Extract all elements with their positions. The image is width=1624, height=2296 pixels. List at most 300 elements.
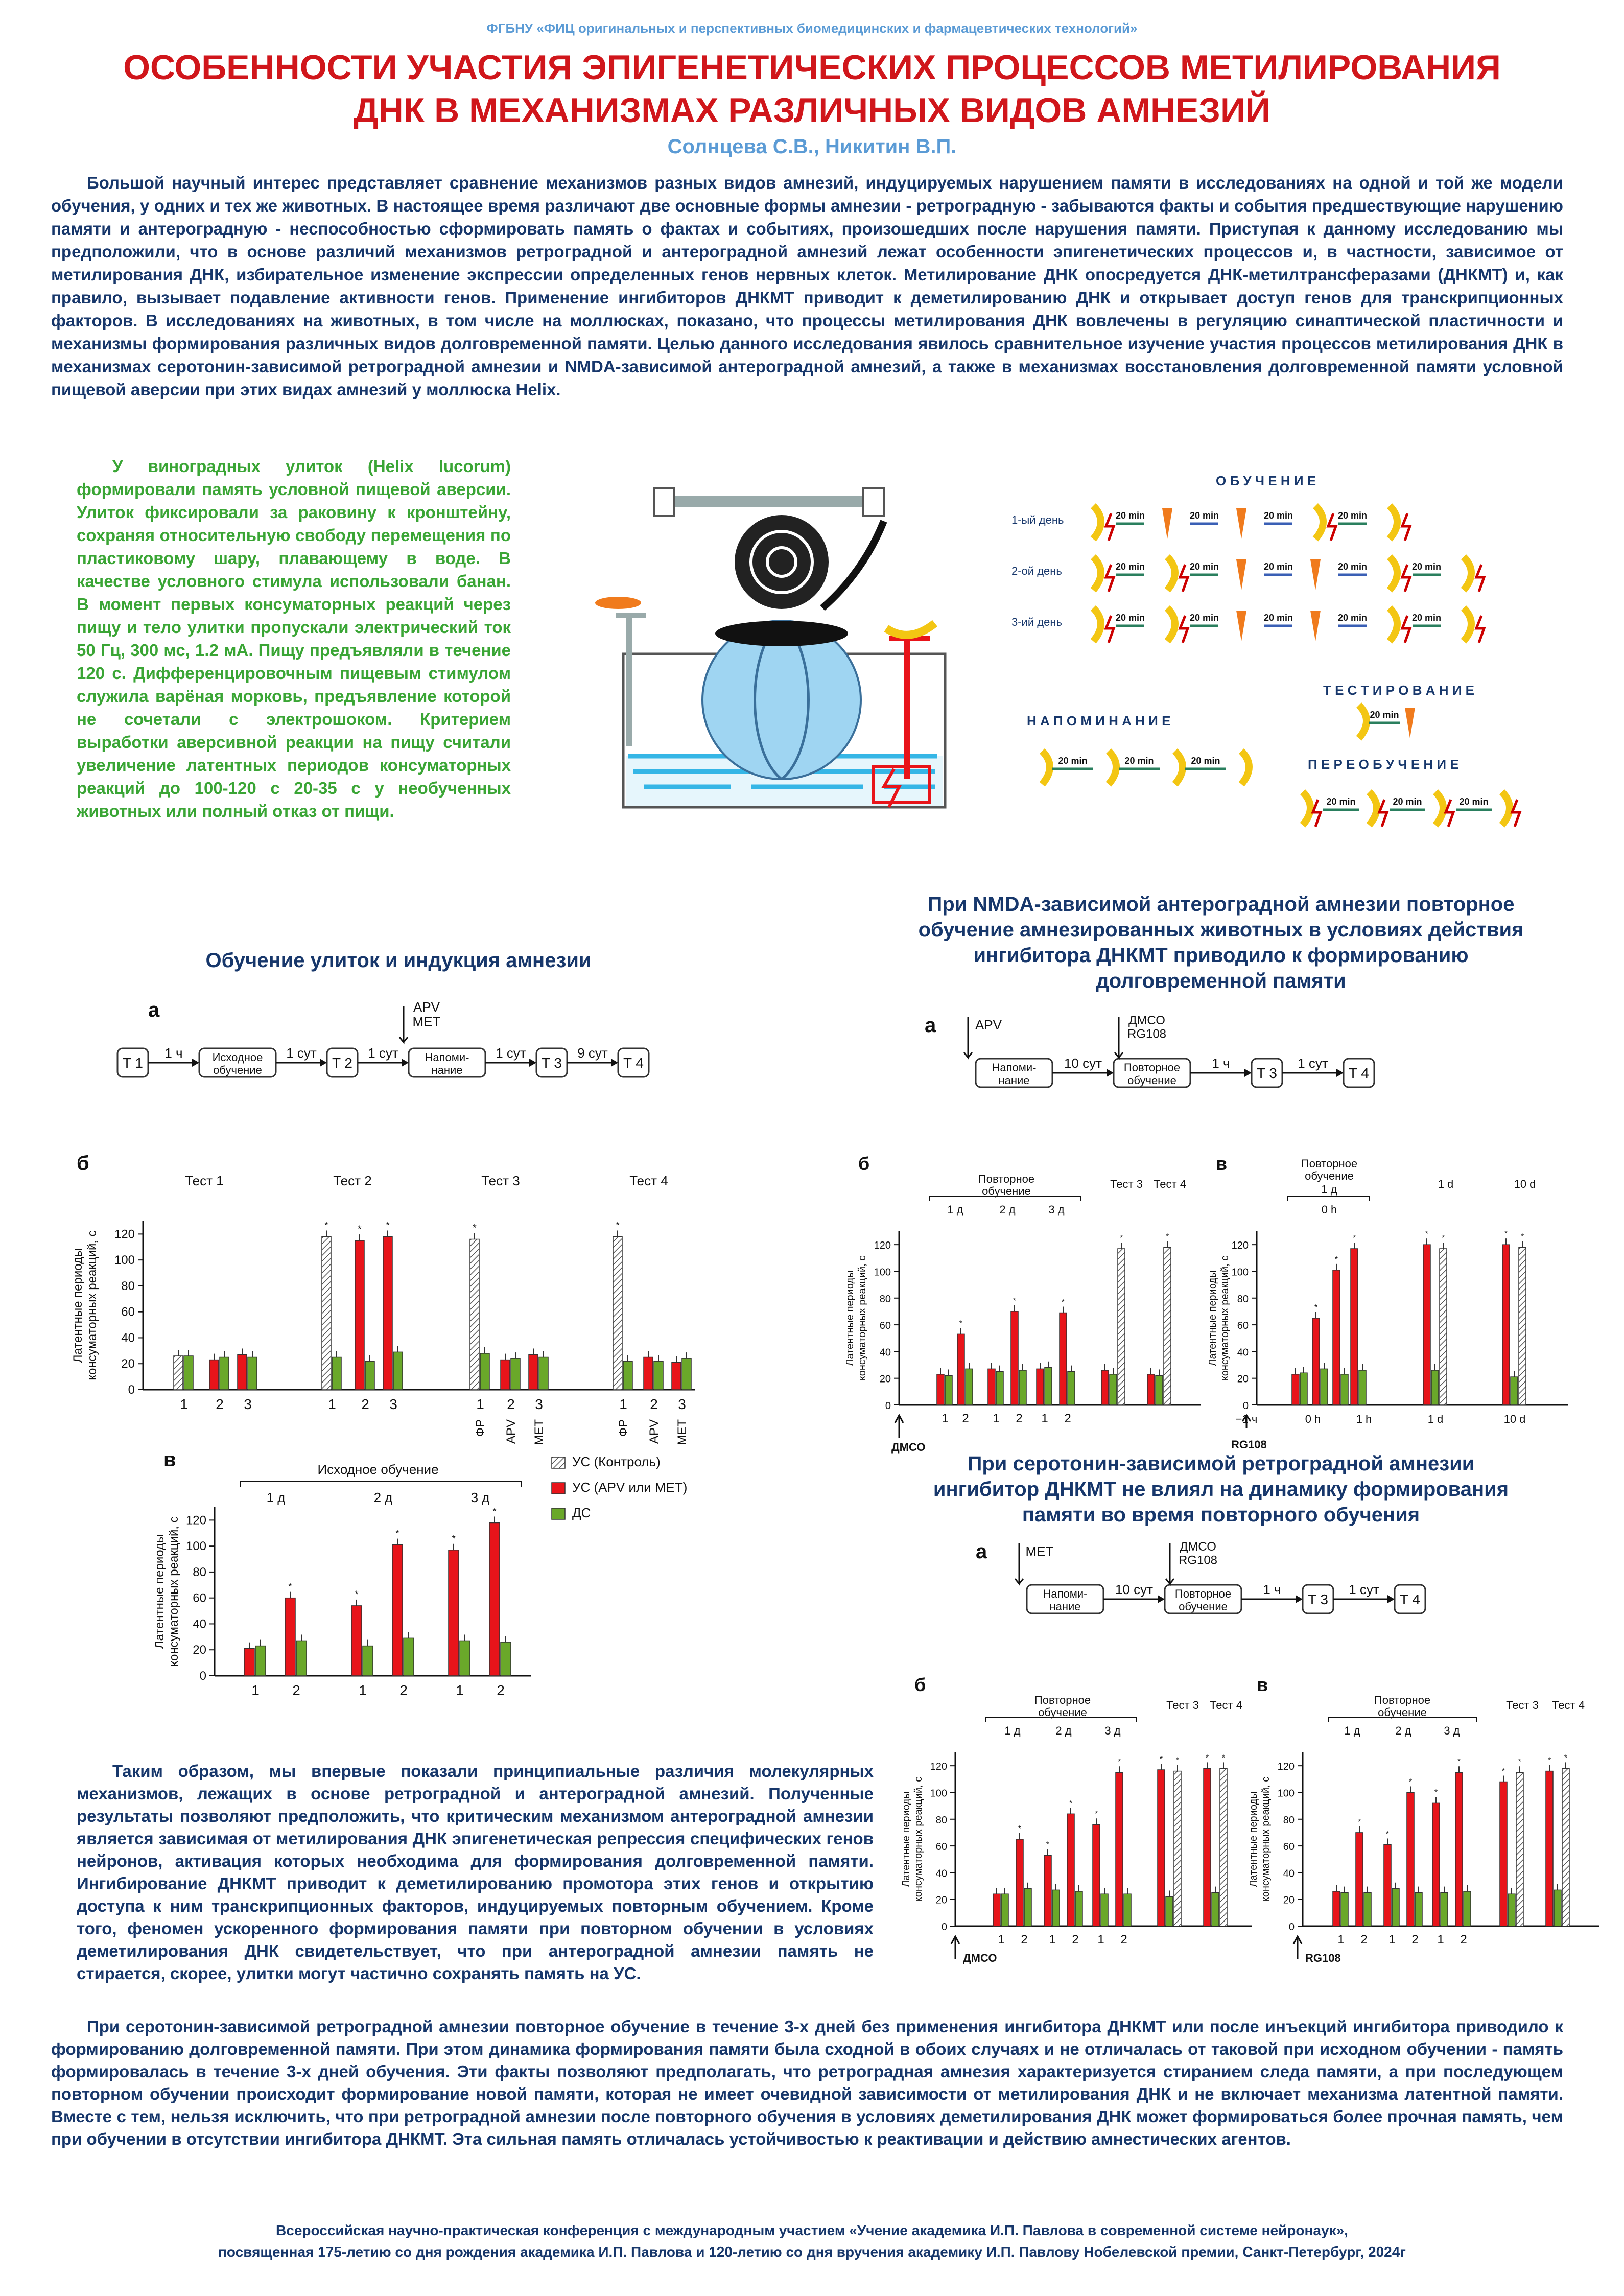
bar-ds — [1554, 1890, 1561, 1926]
x-tick-label: 2 — [497, 1682, 505, 1698]
lightning-icon — [1476, 616, 1484, 643]
banana-icon — [1315, 506, 1323, 539]
chart-right1-b — [843, 1129, 1211, 1456]
bar-us — [1101, 1370, 1109, 1405]
bar-ds — [248, 1357, 257, 1390]
scheme-step-label: нание — [431, 1064, 463, 1076]
interval-label: 20 min — [1189, 510, 1219, 521]
interval-label: 20 min — [1263, 561, 1293, 572]
chart-left-v — [153, 1446, 741, 1706]
bar-us — [1333, 1270, 1340, 1405]
y-tick-label: 120 — [185, 1513, 206, 1528]
day3-label: 3-ий день — [1011, 616, 1062, 628]
banana-icon — [1369, 792, 1377, 825]
carrot-icon — [1162, 508, 1172, 539]
bar-control — [322, 1236, 331, 1390]
interval-label: 20 min — [1326, 796, 1356, 807]
repeat-training-label: Повторное — [978, 1173, 1035, 1185]
interval-label: 20 min — [1337, 510, 1368, 521]
scheme-step-label: Напоми- — [992, 1061, 1037, 1074]
y-axis-label: консуматорных реакций, с — [167, 1516, 181, 1667]
left-scheme — [102, 991, 715, 1093]
bar-us — [1044, 1855, 1051, 1926]
y-tick-label: 20 — [879, 1373, 891, 1385]
bar-ds — [501, 1642, 511, 1676]
significance-star: * — [1069, 1799, 1073, 1808]
x-tick-label: 3 — [678, 1396, 686, 1412]
y-tick-label: 60 — [935, 1841, 947, 1853]
bar-control — [1519, 1247, 1526, 1405]
bar-us — [1333, 1891, 1340, 1926]
y-tick-label: 100 — [1277, 1788, 1295, 1799]
significance-star: * — [1334, 1255, 1338, 1264]
significance-star: * — [616, 1220, 620, 1231]
y-axis-label: консуматорных реакций, с — [857, 1255, 868, 1381]
y-tick-label: 80 — [1237, 1293, 1249, 1305]
bar-us — [501, 1360, 510, 1390]
significance-star: * — [492, 1506, 497, 1517]
y-axis-label: Латентные периоды — [71, 1248, 85, 1363]
banana-icon — [1093, 608, 1101, 641]
scheme-interval: 10 сут — [1064, 1056, 1102, 1071]
y-axis-label: Латентные периоды — [901, 1791, 912, 1887]
group-title: 2 д — [373, 1490, 393, 1505]
significance-star: * — [1501, 1767, 1505, 1776]
y-tick-label: 40 — [193, 1617, 206, 1631]
y-tick-label: 120 — [114, 1227, 135, 1241]
scheme-arrowhead — [1387, 1595, 1395, 1603]
bar-ds — [1431, 1370, 1439, 1405]
scheme-step-label: T 1 — [123, 1055, 143, 1071]
scheme-interval: 1 сут — [368, 1045, 398, 1061]
interval-label: 20 min — [1115, 561, 1145, 572]
lightning-icon — [1106, 565, 1114, 592]
chart-left-b — [66, 1129, 731, 1445]
y-tick-label: 60 — [879, 1320, 891, 1332]
training-protocol-diagram — [1001, 460, 1563, 848]
x-tick-label: 2 — [650, 1396, 658, 1412]
carrot-icon — [1236, 611, 1246, 641]
bar-us — [1016, 1839, 1023, 1926]
y-tick-label: 60 — [193, 1591, 206, 1605]
scheme-arrowhead — [1107, 1069, 1114, 1077]
bar-ds — [1511, 1377, 1518, 1405]
carrot-icon — [1310, 611, 1321, 641]
y-tick-label: 100 — [114, 1253, 135, 1268]
group-title: 2 д — [999, 1203, 1016, 1216]
scheme-arrowhead — [1244, 1069, 1252, 1077]
significance-star: * — [1564, 1753, 1568, 1763]
x-tick-label: 1 — [1337, 1933, 1345, 1947]
panel-label: в — [1216, 1153, 1228, 1174]
bar-ds — [220, 1357, 229, 1390]
scheme-interval: 1 сут — [1298, 1056, 1328, 1071]
y-tick-label: 120 — [874, 1240, 891, 1252]
bar-ds — [1415, 1893, 1422, 1926]
bar-us — [1060, 1313, 1067, 1405]
scheme-step-label: T 2 — [332, 1055, 352, 1071]
scheme-step-label: T 4 — [623, 1055, 644, 1071]
significance-star: * — [1504, 1230, 1508, 1239]
x-sub-label: ФР — [617, 1419, 630, 1437]
repeat-training-label: Повторное — [1034, 1694, 1091, 1706]
x-tick-label: 3 — [389, 1396, 397, 1412]
footer — [0, 2220, 1624, 2263]
bar-ds — [1341, 1893, 1348, 1926]
scheme-panel-a: а — [976, 1540, 987, 1563]
bar-us — [489, 1522, 500, 1676]
bar-ds — [682, 1358, 691, 1390]
y-tick-label: 20 — [935, 1894, 947, 1906]
lightning-icon — [1328, 513, 1336, 541]
lightning-icon — [1180, 616, 1188, 643]
bar-ds — [1359, 1370, 1366, 1405]
group-title: 3 д — [1444, 1724, 1460, 1737]
bar-us — [1432, 1803, 1440, 1926]
y-tick-label: 60 — [1283, 1841, 1295, 1853]
significance-star: * — [959, 1319, 963, 1328]
right1-scheme — [909, 1006, 1563, 1098]
right2-scheme — [960, 1533, 1563, 1625]
y-axis-label: консуматорных реакций, с — [913, 1776, 924, 1902]
group-title: 3 д — [1048, 1203, 1065, 1216]
dmso-label: ДМСО — [891, 1441, 926, 1454]
significance-star: * — [1314, 1303, 1318, 1312]
bar-ds — [1508, 1894, 1515, 1926]
y-tick-label: 20 — [1237, 1373, 1249, 1385]
bar-control — [1174, 1771, 1181, 1926]
bar-ds — [1110, 1374, 1117, 1405]
y-tick-label: 0 — [199, 1669, 206, 1683]
scheme-steps — [117, 999, 649, 1077]
lightning-icon — [1106, 513, 1114, 541]
interval-label: 20 min — [1124, 756, 1154, 766]
x-tick-label: 0 h — [1305, 1413, 1321, 1425]
significance-star: * — [395, 1528, 399, 1539]
drug-label: RG108 — [1178, 1553, 1218, 1567]
bar-us — [1037, 1369, 1044, 1405]
x-tick-label: 1 — [476, 1396, 484, 1412]
bar-us — [993, 1894, 1000, 1926]
x-tick-label: −1 ч — [1235, 1413, 1258, 1425]
interval-label: 20 min — [1393, 796, 1422, 807]
bar-us — [392, 1545, 403, 1676]
scheme-arrowhead — [320, 1059, 327, 1067]
x-tick-label: 2 — [216, 1396, 224, 1412]
x-tick-label: 1 — [998, 1933, 1005, 1947]
bar-us — [1067, 1814, 1074, 1926]
banana-icon — [1464, 608, 1471, 641]
group-title: Тест 4 — [1552, 1699, 1585, 1712]
interval-label: 20 min — [1370, 710, 1399, 720]
scheme-arrowhead — [1158, 1595, 1165, 1603]
banana-icon — [1303, 792, 1310, 825]
banana-icon — [1109, 751, 1116, 784]
injection-arrow — [895, 1415, 903, 1438]
significance-star: * — [288, 1581, 292, 1592]
significance-star: * — [355, 1589, 359, 1600]
significance-star: * — [358, 1224, 362, 1235]
bar-ds — [480, 1353, 489, 1390]
y-tick-label: 60 — [1237, 1320, 1249, 1332]
scheme-step-label: Повторное — [1174, 1587, 1232, 1600]
dmso-label: ДМСО — [963, 1952, 997, 1964]
bar-us — [1312, 1318, 1320, 1405]
group-title: 2 д — [1055, 1724, 1072, 1737]
bar-ds — [1052, 1890, 1060, 1926]
legend-label: УС (Контроль) — [572, 1454, 661, 1469]
injection-arrow — [951, 1936, 959, 1959]
scheme-interval: 1 ч — [1263, 1582, 1281, 1597]
panel-label: б — [914, 1674, 926, 1695]
y-tick-label: 20 — [121, 1357, 135, 1371]
x-tick-label: 1 — [1097, 1933, 1104, 1947]
drug-label: APV — [413, 999, 440, 1015]
banana-icon — [1167, 608, 1175, 641]
x-tick-label: 2 — [962, 1412, 969, 1425]
repeat-training-label: обучение — [1305, 1169, 1354, 1183]
drug-arrow — [1115, 1017, 1123, 1058]
group-title: Тест 4 — [1210, 1699, 1242, 1712]
scheme-arrowhead — [1296, 1595, 1303, 1603]
scheme-step-label: T 3 — [542, 1055, 562, 1071]
bar-us — [988, 1369, 995, 1405]
bar-us — [937, 1374, 944, 1405]
group-title: 2 д — [1395, 1724, 1411, 1737]
left-heading: Обучение улиток и индукция амнезии — [205, 949, 592, 972]
scheme-arrowhead — [1336, 1069, 1344, 1077]
y-tick-label: 20 — [1283, 1894, 1295, 1906]
bar-ds — [255, 1646, 266, 1676]
panel-label: в — [1257, 1674, 1268, 1695]
group-title: 10 d — [1514, 1178, 1536, 1190]
repeat-training-label: обучение — [1378, 1706, 1427, 1719]
significance-star: * — [1357, 1817, 1361, 1826]
drug-label: ДМСО — [1128, 1014, 1165, 1027]
bar-ds — [654, 1361, 663, 1390]
protocol-training-label: О Б У Ч Е Н И Е — [1216, 473, 1316, 488]
bracket — [240, 1482, 521, 1487]
chart-right2-v — [1246, 1650, 1604, 1977]
bar-ds — [966, 1369, 973, 1405]
x-tick-label: 3 — [535, 1396, 543, 1412]
y-axis-label: консуматорных реакций, с — [1260, 1776, 1272, 1902]
scheme-interval: 1 ч — [1212, 1056, 1230, 1071]
x-tick-label: 2 — [1064, 1412, 1071, 1425]
y-axis-label: консуматорных реакций, с — [85, 1230, 99, 1380]
significance-star: * — [1119, 1234, 1123, 1243]
bar-ds — [1441, 1893, 1448, 1926]
interval-label: 20 min — [1337, 613, 1368, 623]
x-sub-label: ФР — [474, 1419, 487, 1437]
group-title: 1 d — [1438, 1178, 1454, 1190]
initial-training-label: Исходное обучение — [317, 1462, 439, 1477]
scheme-step-label: обучение — [1127, 1074, 1176, 1087]
group-title: Тест 3 — [481, 1173, 520, 1188]
banana-icon — [886, 623, 935, 635]
y-tick-label: 120 — [930, 1761, 947, 1773]
repeat-training-label: Повторное — [1301, 1157, 1358, 1170]
lightning-icon — [1402, 565, 1410, 592]
bar-ds — [1341, 1374, 1348, 1405]
scheme-interval: 1 сут — [496, 1045, 526, 1061]
interval-label: 20 min — [1459, 796, 1489, 807]
x-tick-label: 2 — [1360, 1933, 1368, 1947]
repeat-training-label: Повторное — [1374, 1694, 1431, 1706]
significance-star: * — [452, 1533, 456, 1544]
scheme-steps — [1015, 1540, 1425, 1613]
interval-label: 20 min — [1337, 561, 1368, 572]
x-tick-label: 2 — [1072, 1933, 1079, 1947]
banana-icon — [1175, 751, 1183, 784]
significance-star: * — [1352, 1234, 1356, 1243]
x-tick-label: 1 — [251, 1682, 260, 1698]
bar-us — [285, 1598, 295, 1676]
bar-us — [1356, 1833, 1363, 1926]
x-sub-label: APV — [647, 1419, 661, 1444]
scheme-step-label: T 3 — [1257, 1065, 1277, 1081]
bar-ds — [996, 1372, 1003, 1405]
interval-label: 20 min — [1189, 613, 1219, 623]
injection-arrow — [1293, 1936, 1302, 1959]
y-tick-label: 100 — [185, 1539, 206, 1554]
scheme-arrowhead — [529, 1059, 536, 1067]
legend-label: УС (APV или MET) — [572, 1480, 688, 1495]
x-tick-label: 2 — [507, 1396, 515, 1412]
y-tick-label: 0 — [885, 1400, 891, 1412]
y-tick-label: 80 — [879, 1293, 891, 1305]
y-tick-label: 100 — [930, 1788, 947, 1799]
right-heading-1: При NMDA-зависимой антероградной амнезии повторное обучение амнезированных животных в условиях действия ингибитора ДНКМТ приводило к формированию долговременной памяти — [918, 893, 1524, 992]
intro-paragraph: Большой научный интерес представляет сравнение механизмов разных видов амнезий, индуцируемых нарушением памяти в исследованиях на одной и той же модели обучения, у одних и тех же животных. В настоящее время различают две основные формы амнезии - ретроградную - забываются факты и события предшествующие нарушению памяти и антероградную - неспособностью сформировать память о фактах и событиях, произошедших после нарушения памяти. Приступая к данному исследованию мы предположили, что в основе различий механизмов ретроградной и антероградной амнезий лежат особенности эпигенетических процессов и, в частности, зависимое от метилирования ДНК, избирательное изменение экспрессии определенных генов нервных клеток. Метилирование ДНК опосредуется ДНК-метилтрансферазами (ДНКМТ) и, как правило, вызывает подавление активности генов. Применение ингибиторов ДНКМТ приводит к деметилированию ДНК и открывает доступ генов для транскрипционных факторов. В исследованиях на животных, в том числе на моллюсках, показано, что процессы метилирования ДНК вовлечены в регуляцию синаптической пластичности и механизмы формирования различных видов долговременной памяти. Целью данного исследования явилось сравнительное изучение участия процессов метилирования ДНК в механизмах серотонин-зависимой ретроградной амнезии и NMDA-зависимой антероградной амнезий, а также в механизмах восстановления долговременной памяти условной пищевой аверсии при этих видах амнезий у моллюска Helix. — [51, 173, 1563, 399]
bar-us — [1116, 1772, 1123, 1926]
bar-us — [355, 1240, 364, 1390]
group-title: Тест 3 — [1166, 1699, 1199, 1712]
scheme-interval: 1 ч — [164, 1045, 183, 1061]
bar-us — [383, 1236, 392, 1390]
group-title: Тест 2 — [333, 1173, 372, 1188]
y-tick-label: 40 — [121, 1331, 135, 1345]
y-tick-label: 80 — [121, 1279, 135, 1293]
bar-control — [174, 1356, 183, 1390]
bar-ds — [1321, 1369, 1328, 1405]
scheme-panel-a: а — [148, 999, 160, 1021]
group-title: Тест 1 — [185, 1173, 224, 1188]
y-axis-label: консуматорных реакций, с — [1219, 1255, 1231, 1381]
bar-control — [1516, 1772, 1523, 1926]
y-tick-label: 80 — [193, 1565, 206, 1579]
lightning-icon — [1446, 800, 1453, 827]
bar-us — [672, 1363, 681, 1390]
bar-us — [957, 1334, 964, 1405]
drug-arrow — [1166, 1543, 1174, 1584]
significance-star: * — [1518, 1758, 1522, 1767]
interval-label: 20 min — [1191, 756, 1220, 766]
bar-ds — [1045, 1368, 1052, 1405]
significance-star: * — [1434, 1788, 1438, 1797]
retraining-label: П Е Р Е О Б У Ч Е Н И Е — [1308, 757, 1459, 772]
poster-title — [102, 46, 1522, 132]
bar-us — [1204, 1768, 1211, 1926]
bar-ds — [1212, 1893, 1219, 1926]
interval-label: 20 min — [1411, 561, 1442, 572]
bar-ds — [1075, 1891, 1082, 1926]
bar-control — [1440, 1249, 1447, 1405]
x-tick-label: 2 — [399, 1682, 408, 1698]
bar-us — [1384, 1844, 1391, 1926]
bar-us — [238, 1354, 247, 1390]
lightning-icon — [1313, 800, 1321, 827]
y-tick-label: 40 — [1283, 1868, 1295, 1880]
snail-body — [715, 621, 848, 646]
x-tick-label: 1 — [1388, 1933, 1396, 1947]
x-tick-label: 2 — [292, 1682, 300, 1698]
bar-ds — [511, 1358, 520, 1390]
x-tick-label: 1 — [942, 1412, 949, 1425]
group-title: 3 д — [470, 1490, 490, 1505]
bar-us — [244, 1649, 254, 1676]
significance-star: * — [473, 1223, 477, 1234]
bar-us — [1093, 1824, 1100, 1926]
bar-ds — [393, 1352, 403, 1390]
conclusion-paragraph-1: Таким образом, мы впервые показали принципиальные различия молекулярных механизмов, лежащих в основе ретроградной и антероградной амнезий. Полученные результаты позволяют предположить, что критическим механизмом антероградной амнезии является зависимая от метилирования ДНК эпигенетическая репрессия специфических генов нейронов, активация которых необходима для формирования долговременной памяти. Ингибирование ДНКМТ приводит к деметилированию промотора этих генов и открытию доступа к ним транскрипционных факторов, индуцируемых повторным обучением. Кроме того, феномен ускоренного формирования памяти при повторном обучении в условиях деметилирования ДНК свидетельствует, что при антероградной амнезии память не стирается, скорее, улитки могут частично сохранять память на УС. — [77, 1762, 874, 1983]
banana-icon — [1502, 792, 1510, 825]
legend-swatch — [552, 1483, 565, 1494]
bar-control — [613, 1236, 622, 1390]
y-tick-label: 0 — [1242, 1400, 1249, 1412]
testing-label: Т Е С Т И Р О В А Н И Е — [1323, 683, 1474, 698]
banana-icon — [1167, 557, 1175, 590]
chart-right1-v — [1207, 1129, 1579, 1456]
title-line-2: ДНК В МЕХАНИЗМАХ РАЗЛИЧНЫХ ВИДОВ АМНЕЗИЙ — [354, 91, 1270, 130]
interval-label: 20 min — [1058, 756, 1088, 766]
carrot-icon — [1236, 559, 1246, 590]
scheme-step-label: T 3 — [1308, 1591, 1328, 1607]
banana-icon — [1042, 751, 1050, 784]
bar-ds — [365, 1361, 374, 1390]
y-axis-label: Латентные периоды — [1248, 1791, 1259, 1887]
repeat-training-label: обучение — [1038, 1706, 1087, 1719]
x-tick-label: 1 — [328, 1396, 336, 1412]
y-tick-label: 80 — [1283, 1814, 1295, 1826]
scheme-step-label: обучение — [213, 1064, 262, 1076]
significance-star: * — [1425, 1230, 1429, 1239]
banana-icon — [1093, 557, 1101, 590]
scheme-panel-a: а — [925, 1014, 936, 1037]
significance-star: * — [1165, 1232, 1169, 1241]
y-tick-label: 100 — [1231, 1267, 1249, 1278]
x-tick-label: 1 — [993, 1412, 1000, 1425]
banana-icon — [1390, 506, 1397, 539]
scheme-arrowhead — [611, 1059, 618, 1067]
x-tick-label: 3 — [244, 1396, 252, 1412]
drug-label: APV — [975, 1017, 1002, 1033]
legend-swatch — [552, 1508, 565, 1519]
group-title: Тест 3 — [1110, 1178, 1143, 1190]
banana-icon — [1390, 608, 1397, 641]
lightning-icon — [1402, 616, 1410, 643]
carrot-icon — [1236, 508, 1246, 539]
scheme-step-label: Напоми- — [1043, 1587, 1088, 1600]
footer-line-2: посвященная 175-летию со дня рождения академика И.П. Павлова и 120-летию со дня вручения академику И.П. Павлову Нобелевской премии, Санкт-Петербург, 2024г — [218, 2244, 1406, 2260]
bar-us — [1292, 1374, 1299, 1405]
interval-label: 20 min — [1115, 613, 1145, 623]
bar-control — [470, 1239, 479, 1390]
scheme-step-label: Повторное — [1123, 1061, 1181, 1074]
protocol-rows — [1042, 506, 1520, 827]
bar-ds — [1019, 1370, 1026, 1405]
scheme-interval: 1 сут — [1349, 1582, 1379, 1597]
